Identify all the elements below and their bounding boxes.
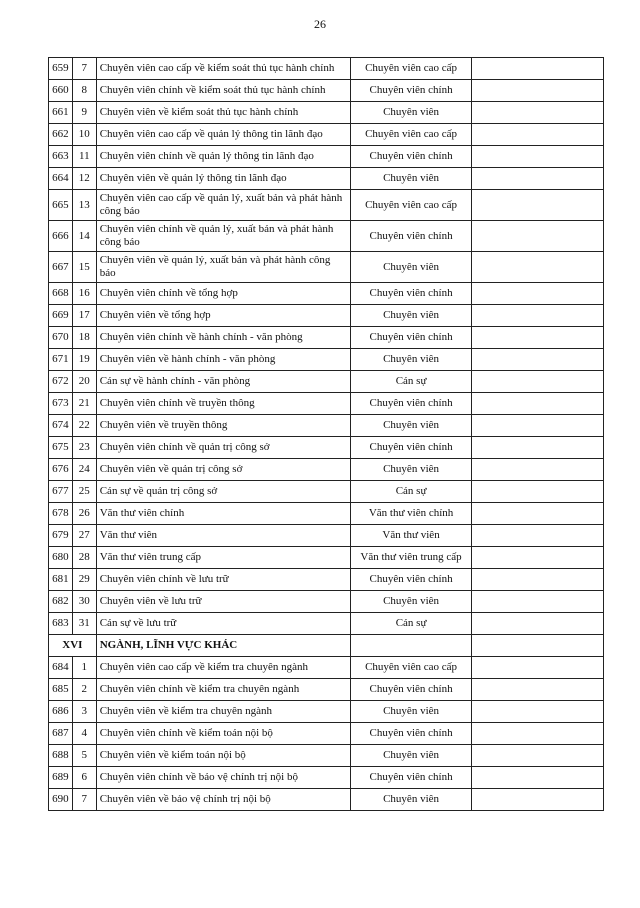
position-name-cell: Cán sự về quản trị công sở <box>96 481 350 503</box>
table-row <box>49 437 604 459</box>
table-row <box>49 393 604 415</box>
empty-note-cell <box>472 349 604 371</box>
row-stt-cell: 677 <box>49 481 73 503</box>
position-name-cell: Văn thư viên trung cấp <box>96 547 350 569</box>
table-row <box>49 657 604 679</box>
row-number-cell: 23 <box>72 437 96 459</box>
table-row <box>49 124 604 146</box>
table-row <box>49 415 604 437</box>
rank-cell: Chuyên viên chính <box>350 679 471 701</box>
row-stt-cell: 684 <box>49 657 73 679</box>
row-number-cell: 24 <box>72 459 96 481</box>
position-name-cell: Văn thư viên <box>96 525 350 547</box>
empty-note-cell <box>472 80 604 102</box>
rank-cell: Chuyên viên chính <box>350 327 471 349</box>
empty-note-cell <box>472 124 604 146</box>
row-stt-cell: 659 <box>49 58 73 80</box>
empty-note-cell <box>472 305 604 327</box>
position-name-cell: Chuyên viên chính về truyền thông <box>96 393 350 415</box>
row-number-cell: 6 <box>72 767 96 789</box>
position-name-cell: Chuyên viên về kiểm tra chuyên ngành <box>96 701 350 723</box>
row-stt-cell: 660 <box>49 80 73 102</box>
empty-note-cell <box>472 283 604 305</box>
row-stt-cell: 665 <box>49 190 73 221</box>
row-stt-cell: 676 <box>49 459 73 481</box>
empty-note-cell <box>472 371 604 393</box>
rank-cell: Chuyên viên <box>350 459 471 481</box>
row-number-cell: 3 <box>72 701 96 723</box>
section-roman-numeral: XVI <box>49 635 97 657</box>
row-stt-cell: 674 <box>49 415 73 437</box>
empty-note-cell <box>472 437 604 459</box>
empty-note-cell <box>472 481 604 503</box>
row-stt-cell: 687 <box>49 723 73 745</box>
empty-note-cell <box>472 657 604 679</box>
rank-cell: Văn thư viên <box>350 525 471 547</box>
position-name-cell: Văn thư viên chính <box>96 503 350 525</box>
position-name-cell: Chuyên viên về kiểm toán nội bộ <box>96 745 350 767</box>
table-row <box>49 503 604 525</box>
table-row <box>49 723 604 745</box>
rank-cell: Văn thư viên chính <box>350 503 471 525</box>
rank-cell: Chuyên viên <box>350 789 471 811</box>
table-row <box>49 102 604 124</box>
row-stt-cell: 666 <box>49 221 73 252</box>
table-row <box>49 58 604 80</box>
row-number-cell: 25 <box>72 481 96 503</box>
row-number-cell: 20 <box>72 371 96 393</box>
row-stt-cell: 678 <box>49 503 73 525</box>
row-number-cell: 2 <box>72 679 96 701</box>
position-name-cell: Chuyên viên về tổng hợp <box>96 305 350 327</box>
position-name-cell: Chuyên viên cao cấp về kiểm soát thủ tục hành chính <box>96 58 350 80</box>
row-stt-cell: 673 <box>49 393 73 415</box>
row-number-cell: 15 <box>72 252 96 283</box>
empty-note-cell <box>472 723 604 745</box>
row-number-cell: 18 <box>72 327 96 349</box>
row-number-cell: 4 <box>72 723 96 745</box>
row-number-cell: 14 <box>72 221 96 252</box>
row-stt-cell: 671 <box>49 349 73 371</box>
rank-cell: Chuyên viên <box>350 701 471 723</box>
empty-note-cell <box>472 146 604 168</box>
table-row <box>49 371 604 393</box>
empty-note-cell <box>472 789 604 811</box>
table-row <box>49 745 604 767</box>
position-name-cell: Chuyên viên chính về quản trị công sở <box>96 437 350 459</box>
page-number: 26 <box>314 17 326 31</box>
row-number-cell: 10 <box>72 124 96 146</box>
table-row <box>49 613 604 635</box>
table-row <box>49 679 604 701</box>
rank-cell: Chuyên viên chính <box>350 569 471 591</box>
empty-note-cell <box>472 591 604 613</box>
row-number-cell: 30 <box>72 591 96 613</box>
table-row <box>49 168 604 190</box>
empty-note-cell <box>472 393 604 415</box>
rank-cell: Chuyên viên cao cấp <box>350 657 471 679</box>
row-number-cell: 26 <box>72 503 96 525</box>
table-row <box>49 547 604 569</box>
position-name-cell: Chuyên viên chính về lưu trữ <box>96 569 350 591</box>
empty-note-cell <box>472 102 604 124</box>
position-name-cell: Chuyên viên cao cấp về kiểm tra chuyên ngành <box>96 657 350 679</box>
row-number-cell: 29 <box>72 569 96 591</box>
row-stt-cell: 690 <box>49 789 73 811</box>
rank-cell: Cán sự <box>350 613 471 635</box>
row-stt-cell: 679 <box>49 525 73 547</box>
table-row <box>49 252 604 283</box>
rank-cell: Chuyên viên chính <box>350 146 471 168</box>
section-title: NGÀNH, LĨNH VỰC KHÁC <box>96 635 350 657</box>
position-name-cell: Chuyên viên về quản lý, xuất bản và phát hành công báo <box>96 252 350 283</box>
position-name-cell: Chuyên viên cao cấp về quản lý thông tin lãnh đạo <box>96 124 350 146</box>
empty-note-cell <box>472 168 604 190</box>
row-stt-cell: 681 <box>49 569 73 591</box>
empty-note-cell <box>472 327 604 349</box>
row-number-cell: 19 <box>72 349 96 371</box>
empty-note-cell <box>472 252 604 283</box>
row-stt-cell: 667 <box>49 252 73 283</box>
row-number-cell: 7 <box>72 789 96 811</box>
table-row <box>49 767 604 789</box>
empty-note-cell <box>472 767 604 789</box>
table-row <box>49 525 604 547</box>
rank-cell: Cán sự <box>350 371 471 393</box>
rank-cell: Chuyên viên <box>350 252 471 283</box>
rank-cell: Chuyên viên <box>350 305 471 327</box>
row-number-cell: 5 <box>72 745 96 767</box>
table-row <box>49 569 604 591</box>
empty-note-cell <box>472 221 604 252</box>
row-stt-cell: 685 <box>49 679 73 701</box>
position-name-cell: Chuyên viên về hành chính - văn phòng <box>96 349 350 371</box>
rank-cell: Chuyên viên <box>350 415 471 437</box>
rank-cell: Chuyên viên cao cấp <box>350 124 471 146</box>
position-name-cell: Chuyên viên về truyền thông <box>96 415 350 437</box>
table-row <box>49 789 604 811</box>
row-stt-cell: 680 <box>49 547 73 569</box>
row-number-cell: 13 <box>72 190 96 221</box>
rank-cell: Chuyên viên chính <box>350 283 471 305</box>
position-name-cell: Chuyên viên chính về kiểm tra chuyên ngành <box>96 679 350 701</box>
empty-note-cell <box>472 679 604 701</box>
table-row <box>49 305 604 327</box>
rank-cell: Cán sự <box>350 481 471 503</box>
position-name-cell: Chuyên viên chính về quản lý thông tin lãnh đạo <box>96 146 350 168</box>
row-stt-cell: 672 <box>49 371 73 393</box>
row-number-cell: 28 <box>72 547 96 569</box>
table-row <box>49 349 604 371</box>
row-stt-cell: 662 <box>49 124 73 146</box>
position-name-cell: Chuyên viên về kiểm soát thủ tục hành chính <box>96 102 350 124</box>
rank-cell: Chuyên viên chính <box>350 767 471 789</box>
table-row <box>49 221 604 252</box>
table-row <box>49 190 604 221</box>
empty-note-cell <box>472 459 604 481</box>
row-number-cell: 1 <box>72 657 96 679</box>
rank-cell: Chuyên viên <box>350 591 471 613</box>
row-number-cell: 8 <box>72 80 96 102</box>
row-stt-cell: 668 <box>49 283 73 305</box>
rank-cell: Chuyên viên chính <box>350 723 471 745</box>
position-name-cell: Chuyên viên về quản trị công sở <box>96 459 350 481</box>
rank-cell: Chuyên viên cao cấp <box>350 190 471 221</box>
row-number-cell: 22 <box>72 415 96 437</box>
position-name-cell: Chuyên viên về quản lý thông tin lãnh đạo <box>96 168 350 190</box>
position-name-cell: Chuyên viên về lưu trữ <box>96 591 350 613</box>
rank-cell: Chuyên viên <box>350 745 471 767</box>
empty-note-cell <box>472 569 604 591</box>
position-name-cell: Chuyên viên cao cấp về quản lý, xuất bản và phát hành công báo <box>96 190 350 221</box>
row-stt-cell: 664 <box>49 168 73 190</box>
row-number-cell: 17 <box>72 305 96 327</box>
row-stt-cell: 683 <box>49 613 73 635</box>
position-name-cell: Cán sự về hành chính - văn phòng <box>96 371 350 393</box>
empty-note-cell <box>472 613 604 635</box>
position-name-cell: Chuyên viên chính về bảo vệ chính trị nội bộ <box>96 767 350 789</box>
rank-cell: Chuyên viên <box>350 102 471 124</box>
rank-cell: Chuyên viên chính <box>350 393 471 415</box>
table-row <box>49 327 604 349</box>
row-number-cell: 7 <box>72 58 96 80</box>
section-header-row <box>49 635 604 657</box>
empty-note-cell <box>472 635 604 657</box>
row-stt-cell: 688 <box>49 745 73 767</box>
row-stt-cell: 663 <box>49 146 73 168</box>
row-number-cell: 9 <box>72 102 96 124</box>
position-name-cell: Chuyên viên chính về tổng hợp <box>96 283 350 305</box>
row-number-cell: 21 <box>72 393 96 415</box>
rank-cell: Chuyên viên chính <box>350 437 471 459</box>
row-number-cell: 27 <box>72 525 96 547</box>
position-name-cell: Chuyên viên chính về kiểm soát thủ tục hành chính <box>96 80 350 102</box>
row-number-cell: 12 <box>72 168 96 190</box>
position-name-cell: Chuyên viên chính về kiểm toán nội bộ <box>96 723 350 745</box>
empty-note-cell <box>472 745 604 767</box>
table-row <box>49 591 604 613</box>
table-row <box>49 80 604 102</box>
table-row <box>49 481 604 503</box>
empty-rank-cell <box>350 635 471 657</box>
rank-cell: Chuyên viên chính <box>350 80 471 102</box>
position-name-cell: Chuyên viên chính về hành chính - văn phòng <box>96 327 350 349</box>
row-number-cell: 16 <box>72 283 96 305</box>
empty-note-cell <box>472 547 604 569</box>
row-stt-cell: 686 <box>49 701 73 723</box>
row-number-cell: 11 <box>72 146 96 168</box>
rank-cell: Chuyên viên <box>350 349 471 371</box>
empty-note-cell <box>472 415 604 437</box>
position-table <box>48 57 604 811</box>
position-name-cell: Chuyên viên chính về quản lý, xuất bản và phát hành công báo <box>96 221 350 252</box>
rank-cell: Văn thư viên trung cấp <box>350 547 471 569</box>
empty-note-cell <box>472 525 604 547</box>
rank-cell: Chuyên viên <box>350 168 471 190</box>
row-stt-cell: 689 <box>49 767 73 789</box>
row-stt-cell: 669 <box>49 305 73 327</box>
rank-cell: Chuyên viên cao cấp <box>350 58 471 80</box>
row-stt-cell: 682 <box>49 591 73 613</box>
table-row <box>49 459 604 481</box>
table-row <box>49 283 604 305</box>
table-row <box>49 701 604 723</box>
empty-note-cell <box>472 701 604 723</box>
row-stt-cell: 670 <box>49 327 73 349</box>
empty-note-cell <box>472 58 604 80</box>
row-number-cell: 31 <box>72 613 96 635</box>
empty-note-cell <box>472 190 604 221</box>
row-stt-cell: 661 <box>49 102 73 124</box>
rank-cell: Chuyên viên chính <box>350 221 471 252</box>
position-name-cell: Cán sự về lưu trữ <box>96 613 350 635</box>
row-stt-cell: 675 <box>49 437 73 459</box>
table-row <box>49 146 604 168</box>
position-name-cell: Chuyên viên về bảo vệ chính trị nội bộ <box>96 789 350 811</box>
empty-note-cell <box>472 503 604 525</box>
